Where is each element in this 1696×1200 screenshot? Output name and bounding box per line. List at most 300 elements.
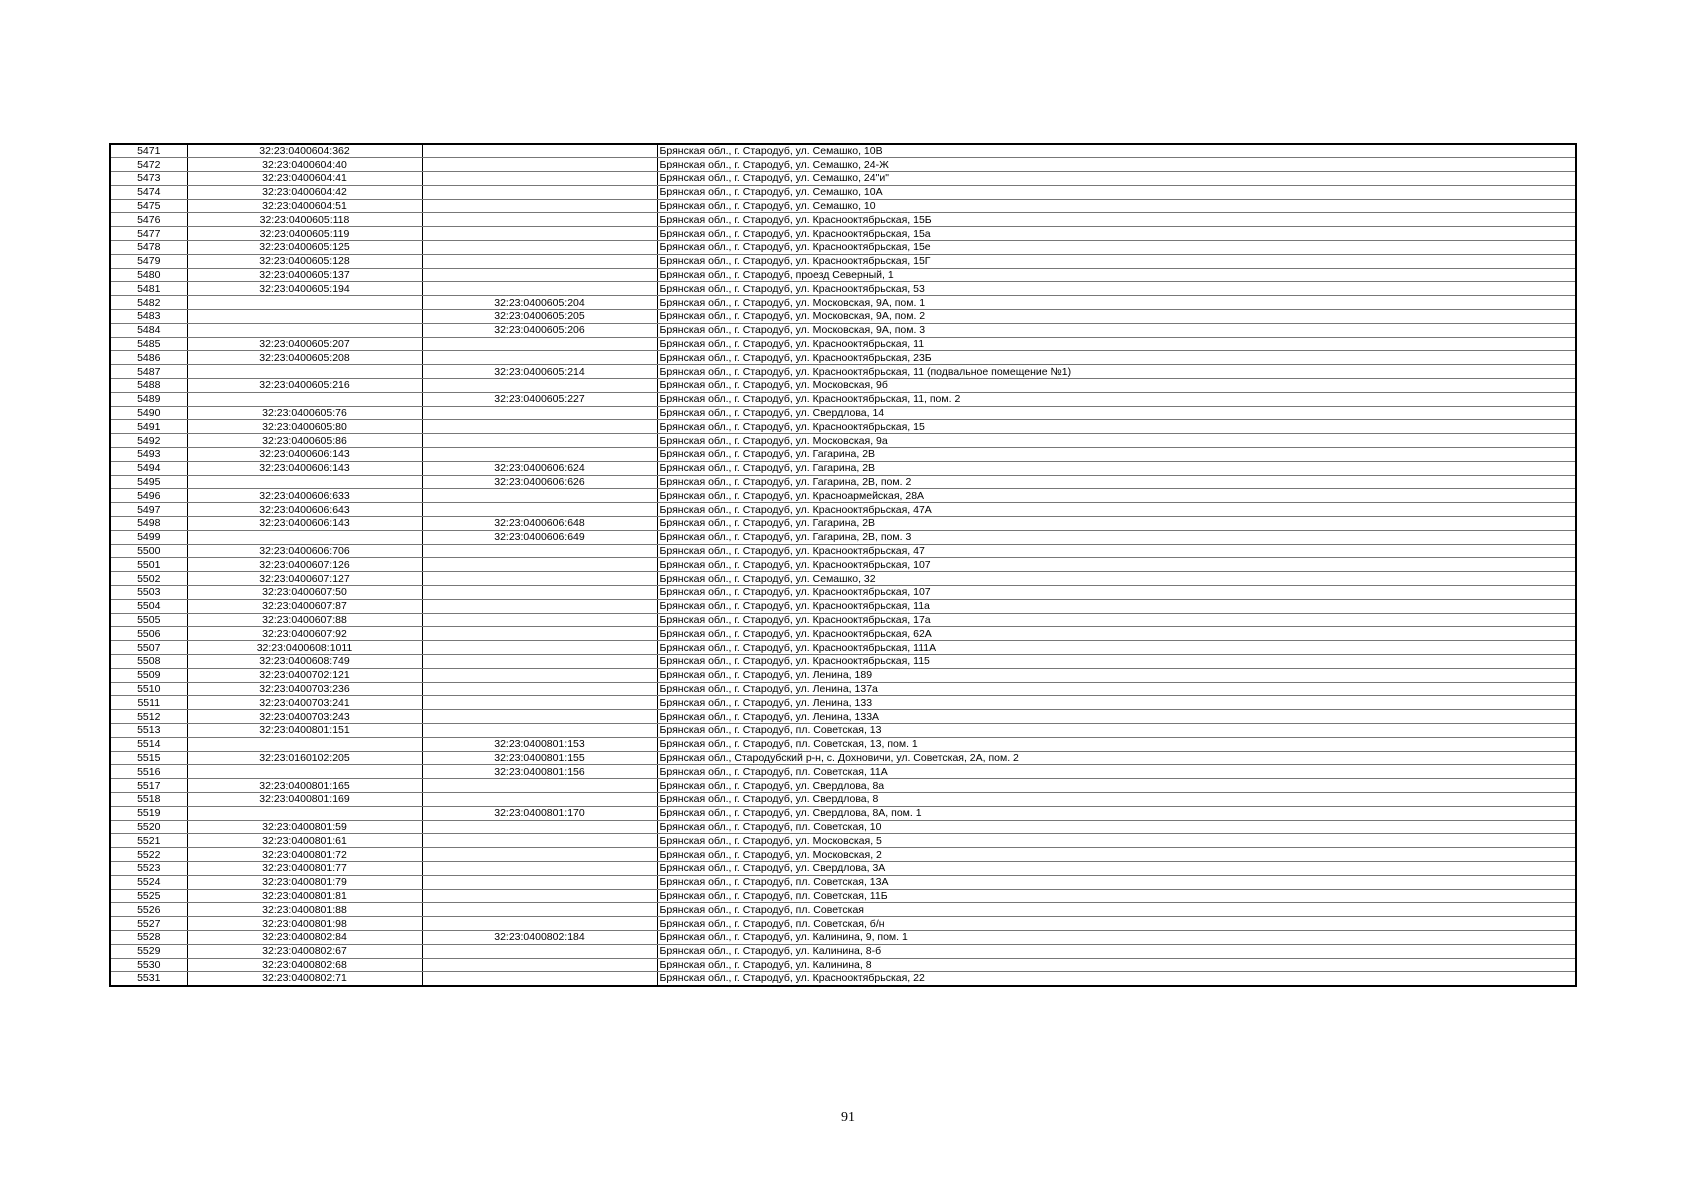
address-cell: Брянская обл., г. Стародуб, ул. Гагарина, 2В	[657, 448, 1576, 462]
premises-cadastral-number-cell: 32:23:0400802:184	[422, 930, 657, 944]
row-number-cell: 5475	[110, 199, 187, 213]
premises-cadastral-number-cell	[422, 586, 657, 600]
premises-cadastral-number-cell	[422, 613, 657, 627]
address-cell: Брянская обл., г. Стародуб, ул. Краснооктябрьская, 11	[657, 337, 1576, 351]
premises-cadastral-number-cell	[422, 337, 657, 351]
address-cell: Брянская обл., г. Стародуб, пл. Советская, б/н	[657, 917, 1576, 931]
row-number-cell: 5527	[110, 917, 187, 931]
table-row	[110, 296, 1576, 310]
premises-cadastral-number-cell	[422, 213, 657, 227]
land-cadastral-number-cell	[187, 765, 422, 779]
land-cadastral-number-cell: 32:23:0400802:67	[187, 944, 422, 958]
row-number-cell: 5474	[110, 185, 187, 199]
land-cadastral-number-cell: 32:23:0400608:749	[187, 654, 422, 668]
land-cadastral-number-cell: 32:23:0400604:41	[187, 172, 422, 186]
premises-cadastral-number-cell: 32:23:0400801:153	[422, 737, 657, 751]
address-cell: Брянская обл., г. Стародуб, ул. Краснооктябрьская, 11, пом. 2	[657, 392, 1576, 406]
table-row	[110, 737, 1576, 751]
premises-cadastral-number-cell: 32:23:0400606:649	[422, 530, 657, 544]
row-number-cell: 5486	[110, 351, 187, 365]
row-number-cell: 5514	[110, 737, 187, 751]
table-row	[110, 806, 1576, 820]
address-cell: Брянская обл., г. Стародуб, ул. Семашко, 10А	[657, 185, 1576, 199]
row-number-cell: 5504	[110, 599, 187, 613]
land-cadastral-number-cell: 32:23:0400802:68	[187, 958, 422, 972]
land-cadastral-number-cell: 32:23:0400703:236	[187, 682, 422, 696]
land-cadastral-number-cell: 32:23:0400605:216	[187, 379, 422, 393]
table-row	[110, 254, 1576, 268]
premises-cadastral-number-cell	[422, 944, 657, 958]
address-cell: Брянская обл., г. Стародуб, ул. Свердлова, 8а	[657, 779, 1576, 793]
land-cadastral-number-cell: 32:23:0400801:81	[187, 889, 422, 903]
premises-cadastral-number-cell	[422, 861, 657, 875]
table-row	[110, 682, 1576, 696]
address-cell: Брянская обл., г. Стародуб, ул. Свердлова, 3А	[657, 861, 1576, 875]
row-number-cell: 5473	[110, 172, 187, 186]
premises-cadastral-number-cell	[422, 158, 657, 172]
table-row	[110, 172, 1576, 186]
table-row	[110, 475, 1576, 489]
premises-cadastral-number-cell	[422, 282, 657, 296]
land-cadastral-number-cell: 32:23:0400604:51	[187, 199, 422, 213]
premises-cadastral-number-cell: 32:23:0400606:624	[422, 461, 657, 475]
row-number-cell: 5506	[110, 627, 187, 641]
address-cell: Брянская обл., г. Стародуб, ул. Калинина, 8-б	[657, 944, 1576, 958]
premises-cadastral-number-cell: 32:23:0400605:227	[422, 392, 657, 406]
row-number-cell: 5513	[110, 723, 187, 737]
address-cell: Брянская обл., г. Стародуб, ул. Краснооктябрьская, 17а	[657, 613, 1576, 627]
premises-cadastral-number-cell	[422, 199, 657, 213]
table-row	[110, 420, 1576, 434]
row-number-cell: 5511	[110, 696, 187, 710]
premises-cadastral-number-cell	[422, 503, 657, 517]
land-cadastral-number-cell: 32:23:0400604:42	[187, 185, 422, 199]
table-row	[110, 337, 1576, 351]
address-cell: Брянская обл., г. Стародуб, ул. Гагарина, 2В, пом. 3	[657, 530, 1576, 544]
address-cell: Брянская обл., г. Стародуб, ул. Семашко, 32	[657, 572, 1576, 586]
row-number-cell: 5525	[110, 889, 187, 903]
land-cadastral-number-cell	[187, 806, 422, 820]
table-row	[110, 696, 1576, 710]
land-cadastral-number-cell: 32:23:0400703:243	[187, 710, 422, 724]
row-number-cell: 5521	[110, 834, 187, 848]
address-cell: Брянская обл., г. Стародуб, ул. Краснооктябрьская, 11а	[657, 599, 1576, 613]
premises-cadastral-number-cell	[422, 641, 657, 655]
table-row	[110, 861, 1576, 875]
row-number-cell: 5488	[110, 379, 187, 393]
row-number-cell: 5503	[110, 586, 187, 600]
address-cell: Брянская обл., г. Стародуб, ул. Краснооктябрьская, 15	[657, 420, 1576, 434]
premises-cadastral-number-cell	[422, 820, 657, 834]
premises-cadastral-number-cell: 32:23:0400801:156	[422, 765, 657, 779]
address-cell: Брянская обл., г. Стародуб, ул. Краснооктябрьская, 11 (подвальное помещение №1)	[657, 365, 1576, 379]
land-cadastral-number-cell: 32:23:0400607:92	[187, 627, 422, 641]
land-cadastral-number-cell: 32:23:0400802:84	[187, 930, 422, 944]
land-cadastral-number-cell: 32:23:0400605:128	[187, 254, 422, 268]
row-number-cell: 5494	[110, 461, 187, 475]
land-cadastral-number-cell: 32:23:0400606:143	[187, 517, 422, 531]
row-number-cell: 5479	[110, 254, 187, 268]
premises-cadastral-number-cell: 32:23:0400605:205	[422, 310, 657, 324]
row-number-cell: 5517	[110, 779, 187, 793]
address-cell: Брянская обл., г. Стародуб, проезд Северный, 1	[657, 268, 1576, 282]
address-cell: Брянская обл., г. Стародуб, ул. Московская, 5	[657, 834, 1576, 848]
address-cell: Брянская обл., г. Стародуб, ул. Ленина, 137а	[657, 682, 1576, 696]
row-number-cell: 5496	[110, 489, 187, 503]
address-cell: Брянская обл., г. Стародуб, ул. Московская, 9а	[657, 434, 1576, 448]
land-cadastral-number-cell	[187, 392, 422, 406]
land-cadastral-number-cell	[187, 475, 422, 489]
table-row	[110, 558, 1576, 572]
address-cell: Брянская обл., г. Стародуб, ул. Московская, 9б	[657, 379, 1576, 393]
table-row	[110, 958, 1576, 972]
address-cell: Брянская обл., г. Стародуб, ул. Краснооктябрьская, 15а	[657, 227, 1576, 241]
land-cadastral-number-cell: 32:23:0400604:40	[187, 158, 422, 172]
premises-cadastral-number-cell	[422, 834, 657, 848]
row-number-cell: 5495	[110, 475, 187, 489]
row-number-cell: 5502	[110, 572, 187, 586]
row-number-cell: 5518	[110, 792, 187, 806]
table-row	[110, 268, 1576, 282]
row-number-cell: 5531	[110, 972, 187, 986]
premises-cadastral-number-cell	[422, 144, 657, 158]
premises-cadastral-number-cell: 32:23:0400605:206	[422, 323, 657, 337]
premises-cadastral-number-cell: 32:23:0400606:626	[422, 475, 657, 489]
land-cadastral-number-cell: 32:23:0400605:194	[187, 282, 422, 296]
row-number-cell: 5505	[110, 613, 187, 627]
table-row	[110, 765, 1576, 779]
address-cell: Брянская обл., г. Стародуб, ул. Свердлова, 8А, пом. 1	[657, 806, 1576, 820]
row-number-cell: 5484	[110, 323, 187, 337]
table-row	[110, 751, 1576, 765]
premises-cadastral-number-cell	[422, 544, 657, 558]
table-row	[110, 792, 1576, 806]
row-number-cell: 5522	[110, 848, 187, 862]
address-cell: Брянская обл., г. Стародуб, ул. Краснооктябрьская, 15Б	[657, 213, 1576, 227]
land-cadastral-number-cell: 32:23:0400607:127	[187, 572, 422, 586]
row-number-cell: 5471	[110, 144, 187, 158]
land-cadastral-number-cell: 32:23:0400607:87	[187, 599, 422, 613]
premises-cadastral-number-cell: 32:23:0400801:170	[422, 806, 657, 820]
row-number-cell: 5515	[110, 751, 187, 765]
row-number-cell: 5508	[110, 654, 187, 668]
row-number-cell: 5485	[110, 337, 187, 351]
premises-cadastral-number-cell	[422, 254, 657, 268]
row-number-cell: 5492	[110, 434, 187, 448]
address-cell: Брянская обл., г. Стародуб, ул. Краснооктябрьская, 107	[657, 586, 1576, 600]
table-row	[110, 875, 1576, 889]
row-number-cell: 5528	[110, 930, 187, 944]
land-cadastral-number-cell: 32:23:0400801:72	[187, 848, 422, 862]
land-cadastral-number-cell: 32:23:0400608:1011	[187, 641, 422, 655]
land-cadastral-number-cell: 32:23:0400605:208	[187, 351, 422, 365]
address-cell: Брянская обл., г. Стародуб, ул. Калинина, 9, пом. 1	[657, 930, 1576, 944]
premises-cadastral-number-cell	[422, 972, 657, 986]
land-cadastral-number-cell: 32:23:0400702:121	[187, 668, 422, 682]
address-cell: Брянская обл., г. Стародуб, ул. Семашко, 24"и"	[657, 172, 1576, 186]
land-cadastral-number-cell: 32:23:0400801:59	[187, 820, 422, 834]
address-cell: Брянская обл., г. Стародуб, ул. Семашко, 24-Ж	[657, 158, 1576, 172]
table-row	[110, 461, 1576, 475]
land-cadastral-number-cell: 32:23:0400605:125	[187, 241, 422, 255]
address-cell: Брянская обл., г. Стародуб, ул. Краснооктябрьская, 107	[657, 558, 1576, 572]
table-row	[110, 448, 1576, 462]
page-number: 91	[841, 1110, 855, 1125]
table-row	[110, 517, 1576, 531]
row-number-cell: 5481	[110, 282, 187, 296]
premises-cadastral-number-cell: 32:23:0400605:204	[422, 296, 657, 310]
table-row	[110, 627, 1576, 641]
table-row	[110, 503, 1576, 517]
address-cell: Брянская обл., г. Стародуб, ул. Московская, 2	[657, 848, 1576, 862]
row-number-cell: 5529	[110, 944, 187, 958]
premises-cadastral-number-cell	[422, 185, 657, 199]
land-cadastral-number-cell: 32:23:0400801:169	[187, 792, 422, 806]
table-row	[110, 654, 1576, 668]
address-cell: Брянская обл., г. Стародуб, ул. Краснооктябрьская, 47	[657, 544, 1576, 558]
land-cadastral-number-cell	[187, 296, 422, 310]
table-row	[110, 710, 1576, 724]
row-number-cell: 5493	[110, 448, 187, 462]
land-cadastral-number-cell: 32:23:0400606:706	[187, 544, 422, 558]
row-number-cell: 5483	[110, 310, 187, 324]
address-cell: Брянская обл., г. Стародуб, ул. Краснооктябрьская, 111А	[657, 641, 1576, 655]
premises-cadastral-number-cell	[422, 599, 657, 613]
address-cell: Брянская обл., г. Стародуб, пл. Советская, 11Б	[657, 889, 1576, 903]
row-number-cell: 5501	[110, 558, 187, 572]
address-cell: Брянская обл., г. Стародуб, пл. Советская, 13, пом. 1	[657, 737, 1576, 751]
address-cell: Брянская обл., г. Стародуб, ул. Краснооктябрьская, 115	[657, 654, 1576, 668]
address-cell: Брянская обл., г. Стародуб, ул. Краснооктябрьская, 23Б	[657, 351, 1576, 365]
table-row	[110, 917, 1576, 931]
table-row	[110, 544, 1576, 558]
address-cell: Брянская обл., г. Стародуб, пл. Советская, 11А	[657, 765, 1576, 779]
premises-cadastral-number-cell: 32:23:0400605:214	[422, 365, 657, 379]
table-row	[110, 944, 1576, 958]
table-row	[110, 489, 1576, 503]
address-cell: Брянская обл., г. Стародуб, пл. Советская, 13А	[657, 875, 1576, 889]
table-row	[110, 379, 1576, 393]
table-row	[110, 820, 1576, 834]
table-row	[110, 351, 1576, 365]
row-number-cell: 5530	[110, 958, 187, 972]
address-cell: Брянская обл., г. Стародуб, ул. Гагарина, 2В	[657, 461, 1576, 475]
premises-cadastral-number-cell	[422, 172, 657, 186]
address-cell: Брянская обл., г. Стародуб, ул. Красноармейская, 28А	[657, 489, 1576, 503]
land-cadastral-number-cell: 32:23:0400802:71	[187, 972, 422, 986]
premises-cadastral-number-cell: 32:23:0400801:155	[422, 751, 657, 765]
address-cell: Брянская обл., г. Стародуб, ул. Гагарина, 2В, пом. 2	[657, 475, 1576, 489]
land-cadastral-number-cell: 32:23:0400801:88	[187, 903, 422, 917]
premises-cadastral-number-cell	[422, 682, 657, 696]
premises-cadastral-number-cell	[422, 958, 657, 972]
row-number-cell: 5472	[110, 158, 187, 172]
land-cadastral-number-cell: 32:23:0160102:205	[187, 751, 422, 765]
table-body	[110, 144, 1576, 986]
row-number-cell: 5509	[110, 668, 187, 682]
row-number-cell: 5524	[110, 875, 187, 889]
table-row	[110, 323, 1576, 337]
premises-cadastral-number-cell	[422, 917, 657, 931]
table-row	[110, 834, 1576, 848]
address-cell: Брянская обл., г. Стародуб, ул. Краснооктябрьская, 47А	[657, 503, 1576, 517]
land-cadastral-number-cell	[187, 310, 422, 324]
land-cadastral-number-cell: 32:23:0400605:137	[187, 268, 422, 282]
table-row	[110, 972, 1576, 986]
premises-cadastral-number-cell	[422, 420, 657, 434]
land-cadastral-number-cell: 32:23:0400605:80	[187, 420, 422, 434]
premises-cadastral-number-cell	[422, 406, 657, 420]
land-cadastral-number-cell: 32:23:0400801:77	[187, 861, 422, 875]
table-row	[110, 668, 1576, 682]
row-number-cell: 5482	[110, 296, 187, 310]
row-number-cell: 5510	[110, 682, 187, 696]
row-number-cell: 5520	[110, 820, 187, 834]
premises-cadastral-number-cell	[422, 558, 657, 572]
property-registry-table	[109, 143, 1577, 987]
premises-cadastral-number-cell	[422, 351, 657, 365]
table-row	[110, 185, 1576, 199]
table-row	[110, 641, 1576, 655]
address-cell: Брянская обл., г. Стародуб, ул. Московская, 9А, пом. 2	[657, 310, 1576, 324]
row-number-cell: 5490	[110, 406, 187, 420]
premises-cadastral-number-cell	[422, 723, 657, 737]
land-cadastral-number-cell	[187, 323, 422, 337]
land-cadastral-number-cell: 32:23:0400606:143	[187, 448, 422, 462]
land-cadastral-number-cell: 32:23:0400607:50	[187, 586, 422, 600]
row-number-cell: 5498	[110, 517, 187, 531]
table-row	[110, 406, 1576, 420]
table-row	[110, 434, 1576, 448]
address-cell: Брянская обл., г. Стародуб, ул. Ленина, 189	[657, 668, 1576, 682]
row-number-cell: 5519	[110, 806, 187, 820]
land-cadastral-number-cell	[187, 530, 422, 544]
address-cell: Брянская обл., г. Стародуб, ул. Ленина, 133А	[657, 710, 1576, 724]
address-cell: Брянская обл., г. Стародуб, ул. Краснооктябрьская, 22	[657, 972, 1576, 986]
table-row	[110, 930, 1576, 944]
address-cell: Брянская обл., г. Стародуб, ул. Свердлова, 8	[657, 792, 1576, 806]
table-row	[110, 723, 1576, 737]
row-number-cell: 5499	[110, 530, 187, 544]
premises-cadastral-number-cell	[422, 792, 657, 806]
address-cell: Брянская обл., г. Стародуб, ул. Калинина, 8	[657, 958, 1576, 972]
premises-cadastral-number-cell	[422, 710, 657, 724]
premises-cadastral-number-cell	[422, 572, 657, 586]
premises-cadastral-number-cell: 32:23:0400606:648	[422, 517, 657, 531]
land-cadastral-number-cell: 32:23:0400606:143	[187, 461, 422, 475]
row-number-cell: 5480	[110, 268, 187, 282]
row-number-cell: 5478	[110, 241, 187, 255]
row-number-cell: 5516	[110, 765, 187, 779]
premises-cadastral-number-cell	[422, 654, 657, 668]
table-row	[110, 227, 1576, 241]
premises-cadastral-number-cell	[422, 903, 657, 917]
table-row	[110, 158, 1576, 172]
address-cell: Брянская обл., г. Стародуб, пл. Советская, 10	[657, 820, 1576, 834]
land-cadastral-number-cell: 32:23:0400703:241	[187, 696, 422, 710]
premises-cadastral-number-cell	[422, 489, 657, 503]
table-row	[110, 848, 1576, 862]
table-row	[110, 310, 1576, 324]
table-row	[110, 144, 1576, 158]
table-row	[110, 213, 1576, 227]
address-cell: Брянская обл., г. Стародуб, ул. Гагарина, 2В	[657, 517, 1576, 531]
address-cell: Брянская обл., г. Стародуб, пл. Советская, 13	[657, 723, 1576, 737]
land-cadastral-number-cell: 32:23:0400605:76	[187, 406, 422, 420]
land-cadastral-number-cell: 32:23:0400801:151	[187, 723, 422, 737]
table-row	[110, 903, 1576, 917]
land-cadastral-number-cell: 32:23:0400605:118	[187, 213, 422, 227]
row-number-cell: 5487	[110, 365, 187, 379]
premises-cadastral-number-cell	[422, 875, 657, 889]
row-number-cell: 5476	[110, 213, 187, 227]
land-cadastral-number-cell: 32:23:0400801:165	[187, 779, 422, 793]
premises-cadastral-number-cell	[422, 848, 657, 862]
premises-cadastral-number-cell	[422, 379, 657, 393]
row-number-cell: 5497	[110, 503, 187, 517]
table-row	[110, 530, 1576, 544]
premises-cadastral-number-cell	[422, 241, 657, 255]
premises-cadastral-number-cell	[422, 627, 657, 641]
row-number-cell: 5507	[110, 641, 187, 655]
land-cadastral-number-cell: 32:23:0400606:633	[187, 489, 422, 503]
table-row	[110, 282, 1576, 296]
land-cadastral-number-cell	[187, 365, 422, 379]
address-cell: Брянская обл., г. Стародуб, ул. Краснооктябрьская, 53	[657, 282, 1576, 296]
row-number-cell: 5491	[110, 420, 187, 434]
premises-cadastral-number-cell	[422, 889, 657, 903]
premises-cadastral-number-cell	[422, 779, 657, 793]
premises-cadastral-number-cell	[422, 227, 657, 241]
address-cell: Брянская обл., г. Стародуб, ул. Московская, 9А, пом. 1	[657, 296, 1576, 310]
row-number-cell: 5489	[110, 392, 187, 406]
land-cadastral-number-cell: 32:23:0400801:79	[187, 875, 422, 889]
row-number-cell: 5523	[110, 861, 187, 875]
table-row	[110, 392, 1576, 406]
address-cell: Брянская обл., г. Стародуб, ул. Краснооктябрьская, 15е	[657, 241, 1576, 255]
land-cadastral-number-cell: 32:23:0400605:207	[187, 337, 422, 351]
address-cell: Брянская обл., г. Стародуб, ул. Семашко, 10	[657, 199, 1576, 213]
row-number-cell: 5500	[110, 544, 187, 558]
address-cell: Брянская обл., г. Стародуб, ул. Ленина, 133	[657, 696, 1576, 710]
land-cadastral-number-cell	[187, 737, 422, 751]
table-row	[110, 779, 1576, 793]
address-cell: Брянская обл., г. Стародуб, пл. Советская	[657, 903, 1576, 917]
land-cadastral-number-cell: 32:23:0400604:362	[187, 144, 422, 158]
table-row	[110, 572, 1576, 586]
table-row	[110, 599, 1576, 613]
land-cadastral-number-cell: 32:23:0400607:88	[187, 613, 422, 627]
address-cell: Брянская обл., г. Стародуб, ул. Краснооктябрьская, 15Г	[657, 254, 1576, 268]
table-row	[110, 889, 1576, 903]
land-cadastral-number-cell: 32:23:0400801:61	[187, 834, 422, 848]
table-row	[110, 365, 1576, 379]
address-cell: Брянская обл., г. Стародуб, ул. Свердлова, 14	[657, 406, 1576, 420]
address-cell: Брянская обл., г. Стародуб, ул. Московская, 9А, пом. 3	[657, 323, 1576, 337]
premises-cadastral-number-cell	[422, 448, 657, 462]
address-cell: Брянская обл., г. Стародуб, ул. Краснооктябрьская, 62А	[657, 627, 1576, 641]
table-row	[110, 241, 1576, 255]
address-cell: Брянская обл., Стародубский р-н, с. Дохновичи, ул. Советская, 2А, пом. 2	[657, 751, 1576, 765]
premises-cadastral-number-cell	[422, 668, 657, 682]
row-number-cell: 5512	[110, 710, 187, 724]
row-number-cell: 5526	[110, 903, 187, 917]
row-number-cell: 5477	[110, 227, 187, 241]
table-row	[110, 199, 1576, 213]
address-cell: Брянская обл., г. Стародуб, ул. Семашко, 10В	[657, 144, 1576, 158]
land-cadastral-number-cell: 32:23:0400801:98	[187, 917, 422, 931]
table-row	[110, 586, 1576, 600]
